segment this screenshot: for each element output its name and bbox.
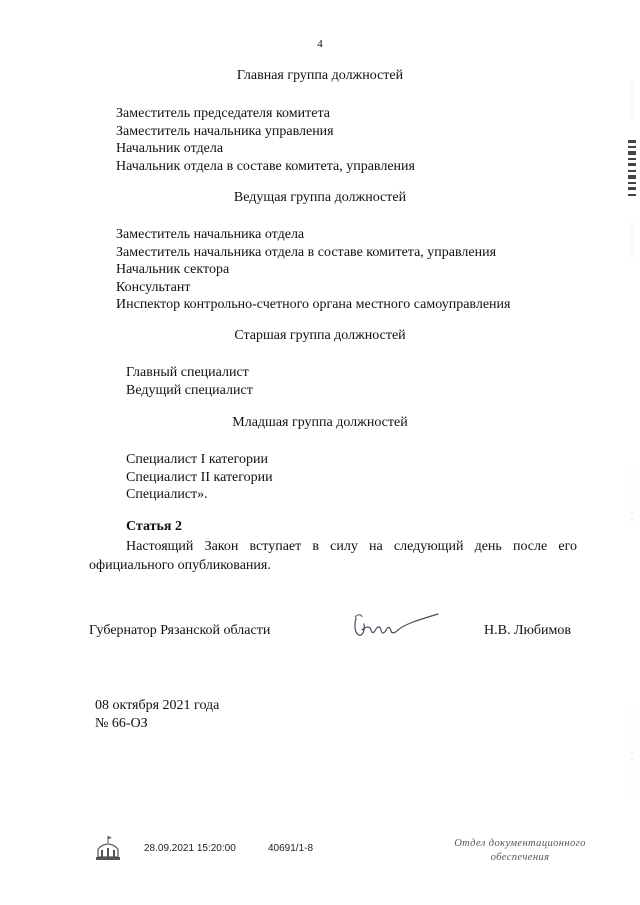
signatory-position: Губернатор Рязанской области (89, 623, 271, 638)
handwritten-signature (350, 608, 445, 642)
list-item: Заместитель председателя комитета (116, 106, 330, 121)
list-item: Начальник сектора (116, 262, 230, 277)
section-heading-junior: Младшая группа должностей (232, 415, 408, 430)
list-item: Начальник отдела в составе комитета, управления (116, 158, 415, 174)
section-heading-main: Главная группа должностей (236, 68, 404, 83)
list-item: Специалист I категории (126, 452, 268, 467)
department-stamp (440, 837, 600, 865)
position-list-leading (116, 226, 510, 314)
registration-number: 40691/1-8 (268, 843, 314, 854)
law-date: 08 октября 2021 года (95, 698, 220, 713)
stamp-line: Отдел документационного (454, 838, 586, 849)
list-item: Главный специалист (126, 365, 249, 380)
list-item: Заместитель начальника управления (116, 123, 334, 139)
section-heading-leading: Ведущая группа должностей (233, 190, 407, 205)
article-text-line: Настоящий Закон вступает в силу на следующий день после его (126, 539, 577, 554)
article-title: Статья 2 (126, 519, 182, 534)
list-item: Специалист II категории (126, 469, 273, 485)
scan-edge-dots (628, 470, 636, 870)
list-item: Заместитель начальника отдела в составе комитета, управления (116, 244, 497, 260)
article-text-line: официального опубликования. (89, 558, 271, 573)
registration-timestamp: 28.09.2021 15:20:00 (144, 843, 236, 854)
list-item: Специалист». (126, 487, 208, 502)
position-list-junior (126, 451, 273, 504)
list-item: Ведущий специалист (126, 382, 253, 398)
section-heading-senior: Старшая группа должностей (234, 328, 406, 343)
position-list-main (116, 105, 415, 175)
signatory-name: Н.В. Любимов (484, 623, 571, 638)
position-list-senior (126, 364, 253, 399)
list-item: Консультант (116, 279, 191, 295)
stamp-line: обеспечения (490, 852, 550, 863)
law-number: № 66-ОЗ (95, 716, 148, 731)
list-item: Начальник отдела (116, 141, 224, 156)
coat-of-arms-icon (93, 833, 123, 863)
list-item: Заместитель начальника отдела (116, 227, 305, 242)
page-number: 4 (317, 38, 323, 50)
list-item: Инспектор контрольно-счетного органа местного самоуправления (116, 297, 511, 312)
article-body (89, 537, 577, 575)
scan-edge-marks (626, 80, 638, 260)
